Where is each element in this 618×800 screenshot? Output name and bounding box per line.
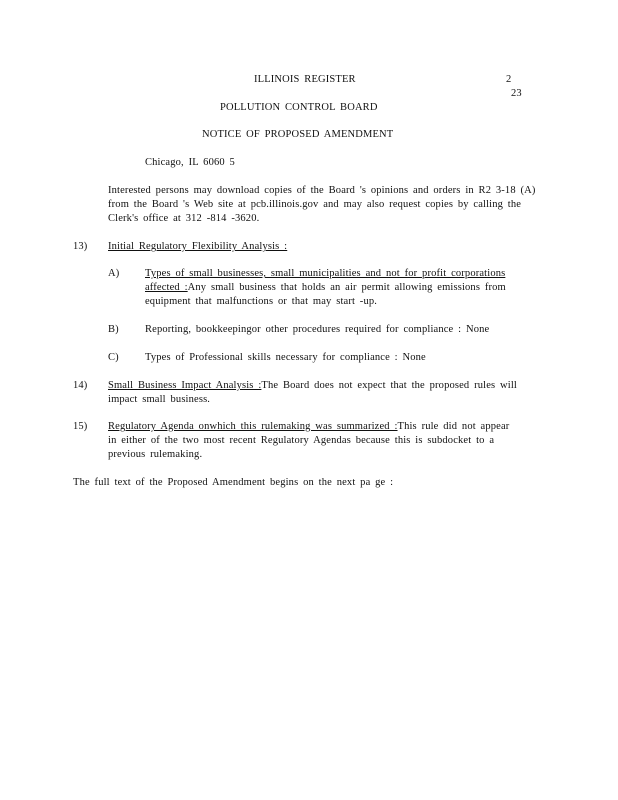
notice-title: NOTICE OF PROPOSED AMENDMENT (202, 129, 394, 140)
item-13-title: Initial Regulatory Flexibility Analysis : (108, 241, 288, 252)
item-13a-heading-2: affected : (145, 282, 188, 293)
address-line: Chicago, IL 6060 5 (145, 157, 235, 168)
intro-line-3: Clerk's office at 312 -814 -3620. (108, 213, 260, 224)
register-title: ILLINOIS REGISTER (254, 74, 356, 85)
intro-line-1: Interested persons may download copies of the Board 's opinions and orders in R2 3-18 (A) (108, 185, 536, 196)
item-13a-text-3: equipment that malfunctions or that may start -up. (145, 296, 378, 307)
item-13b-letter: B) (108, 324, 119, 335)
issue-number: 23 (511, 88, 522, 99)
item-15-number: 15) (73, 421, 88, 432)
item-14-title: Small Business Impact Analysis : (108, 380, 262, 391)
item-15-text-3: previous rulemaking. (108, 449, 203, 460)
item-13c-letter: C) (108, 352, 119, 363)
item-13b-text: Reporting, bookkeepingor other procedures required for compliance : None (145, 324, 490, 335)
item-13-number: 13) (73, 241, 88, 252)
item-14-text-2: impact small business. (108, 394, 211, 405)
item-13a-heading-1: Types of small businesses, small municipalities and not for profit corporations (145, 268, 506, 279)
intro-line-2: from the Board 's Web site at pcb.illinois.gov and may also request copies by calling the (108, 199, 522, 210)
item-15-text-2: in either of the two most recent Regulatory Agendas because this is subdocket to a (108, 435, 495, 446)
item-15-text-1: This rule did not appear (397, 421, 510, 432)
page-number: 2 (506, 74, 512, 85)
closing-line: The full text of the Proposed Amendment begins on the next pa ge : (73, 477, 394, 488)
item-13a-letter: A) (108, 268, 120, 279)
item-13c-text: Types of Professional skills necessary for compliance : None (145, 352, 426, 363)
board-title: POLLUTION CONTROL BOARD (220, 102, 378, 113)
item-14-number: 14) (73, 380, 88, 391)
item-13a-text-2: Any small business that holds an air permit allowing emissions from (187, 282, 506, 293)
item-15-title: Regulatory Agenda onwhich this rulemaking was summarized : (108, 421, 398, 432)
item-14-line-1 (108, 380, 517, 391)
item-15-line-1 (108, 421, 509, 432)
item-14-text-1: The Board does not expect that the proposed rules will (261, 380, 517, 391)
item-13a-line-2 (145, 282, 506, 293)
